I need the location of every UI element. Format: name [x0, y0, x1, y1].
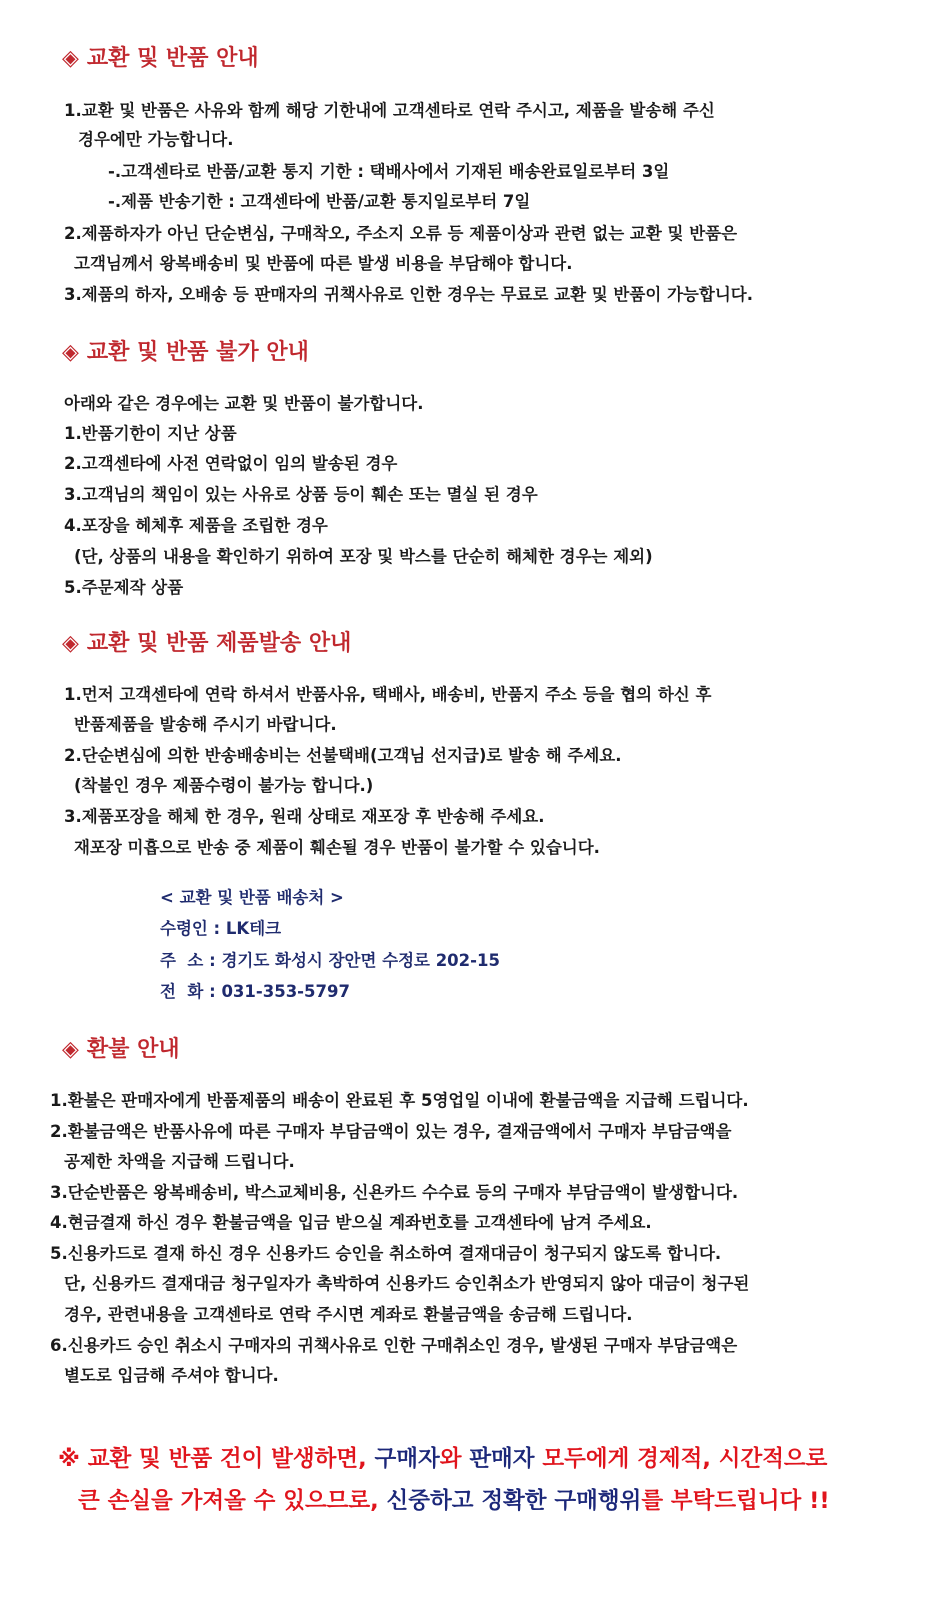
refund-line: 4.현금결재 하신 경우 환불금액을 입금 받으실 계좌번호를 고객센타에 남겨 주세요.	[50, 1213, 652, 1232]
heading-text: 교환 및 반품 불가 안내	[86, 340, 309, 365]
diamond-bullet-icon: ◈	[62, 340, 79, 365]
warning-line-2	[78, 1485, 830, 1517]
return-address-title: < 교환 및 반품 배송처 >	[160, 888, 344, 907]
refund-line: 1.환불은 판매자에게 반품제품의 배송이 완료된 후 5영업일 이내에 환불금액을 지급해 드립니다.	[50, 1091, 749, 1110]
shipping-line: 반품제품을 발송해 주시기 바랍니다.	[74, 715, 337, 734]
section-heading-exchange-info	[62, 44, 259, 74]
not-allowed-line: 4.포장을 헤체후 제품을 조립한 경우	[64, 516, 328, 535]
diamond-bullet-icon: ◈	[62, 1037, 79, 1062]
refund-line: 6.신용카드 승인 취소시 구매자의 귀책사유로 인한 구매취소인 경우, 발생된 구매자 부담금액은	[50, 1336, 738, 1355]
not-allowed-line: 5.주문제작 상품	[64, 578, 184, 597]
refund-line: 공제한 차액을 지급해 드립니다.	[64, 1152, 295, 1171]
diamond-bullet-icon: ◈	[62, 631, 79, 656]
shipping-line: 3.제품포장을 해체 한 경우, 원래 상태로 재포장 후 반송해 주세요.	[64, 807, 545, 826]
shipping-line: 1.먼저 고객센타에 연락 하셔서 반품사유, 택배사, 배송비, 반품지 주소 등을 협의 하신 후	[64, 685, 712, 704]
shipping-line: (착불인 경우 제품수령이 불가능 합니다.)	[74, 776, 374, 795]
exchange-info-line: 1.교환 및 반품은 사유와 함께 해당 기한내에 고객센타로 연락 주시고, 제품을 발송해 주신	[64, 101, 715, 120]
heading-text: 환불 안내	[86, 1037, 180, 1062]
warning-text: 를 부탁드립니다 !!	[641, 1488, 830, 1514]
refund-line: 3.단순반품은 왕복배송비, 박스교체비용, 신욘카드 수수료 등의 구매자 부담금액이 발생합니다.	[50, 1183, 739, 1202]
warning-text: 큰 손실을 가져올 수 있으므로,	[78, 1488, 387, 1514]
warning-line-1	[58, 1443, 827, 1475]
warning-text-careful-purchase: 신중하고 정확한 구매행위	[386, 1488, 642, 1514]
exchange-info-line: 고객님께서 왕복배송비 및 반품에 따른 발생 비용을 부담해야 합니다.	[74, 254, 573, 273]
section-heading-refund	[62, 1035, 180, 1065]
warning-text: 모두에게 경제적, 시간적으로	[534, 1446, 828, 1472]
shipping-line: 2.단순변심에 의한 반송배송비는 선불택배(고객님 선지급)로 발송 해 주세요.	[64, 746, 622, 765]
warning-text-buyer: 구매자	[374, 1446, 440, 1472]
return-address-location: 주 소 : 경기도 화성시 장안면 수정로 202-15	[160, 951, 500, 970]
return-address-recipient: 수령인 : LK테크	[160, 919, 282, 938]
exchange-info-line: -.제품 반송기한 : 고객센타에 반품/교환 통지일로부터 7일	[108, 192, 531, 211]
exchange-info-line: 경우에만 가능합니다.	[78, 130, 234, 149]
exchange-info-line: 2.제품하자가 아닌 단순변심, 구매착오, 주소지 오류 등 제품이상과 관련 없는 교환 및 반품은	[64, 224, 738, 243]
not-allowed-line: 2.고객센타에 사전 연락없이 임의 발송된 경우	[64, 454, 398, 473]
warning-text: 와	[439, 1446, 470, 1472]
refund-line: 5.신용카드로 결재 하신 경우 신용카드 승인을 취소하여 결재대금이 청구되지 않도록 합니다.	[50, 1244, 722, 1263]
not-allowed-line: (단, 상품의 내용을 확인하기 위하여 포장 및 박스를 단순히 해체한 경우는 제외)	[74, 547, 653, 566]
refund-line: 2.환불금액은 반품사유에 따른 구매자 부담금액이 있는 경우, 결재금액에서 구매자 부담금액을	[50, 1122, 732, 1141]
not-allowed-line: 3.고객님의 책임이 있는 사유로 상품 등이 훼손 또는 멸실 된 경우	[64, 485, 538, 504]
heading-text: 교환 및 반품 제품발송 안내	[86, 631, 352, 656]
exchange-info-line: -.고객센타로 반품/교환 통지 기한 : 택배사에서 기재된 배송완료일로부터 3일	[108, 162, 670, 181]
heading-text: 교환 및 반품 안내	[86, 46, 259, 71]
not-allowed-line: 1.반품기한이 지난 상품	[64, 424, 237, 443]
shipping-line: 재포장 미흡으로 반송 중 제품이 훼손될 경우 반품이 불가할 수 있습니다.	[74, 838, 600, 857]
return-address-phone: 전 화 : 031-353-5797	[160, 982, 350, 1001]
warning-text-seller: 판매자	[469, 1446, 535, 1472]
exchange-info-line: 3.제품의 하자, 오배송 등 판매자의 귀책사유로 인한 경우는 무료로 교환 및 반품이 가능합니다.	[64, 285, 753, 304]
refund-line: 경우, 관련내용을 고객센타로 연락 주시면 계좌로 환불금액을 송금해 드립니다.	[64, 1305, 633, 1324]
refund-line: 단, 신용카드 결재대금 청구일자가 촉박하여 신용카드 승인취소가 반영되지 않아 대금이 청구된	[64, 1274, 750, 1293]
section-heading-shipping	[62, 629, 351, 659]
section-heading-not-allowed	[62, 338, 309, 368]
diamond-bullet-icon: ◈	[62, 46, 79, 71]
refund-line: 별도로 입금해 주셔야 합니다.	[64, 1366, 279, 1385]
not-allowed-line: 아래와 같은 경우에는 교환 및 반품이 불가합니다.	[64, 394, 424, 413]
warning-text: ※ 교환 및 반품 건이 발생하면,	[58, 1446, 375, 1472]
